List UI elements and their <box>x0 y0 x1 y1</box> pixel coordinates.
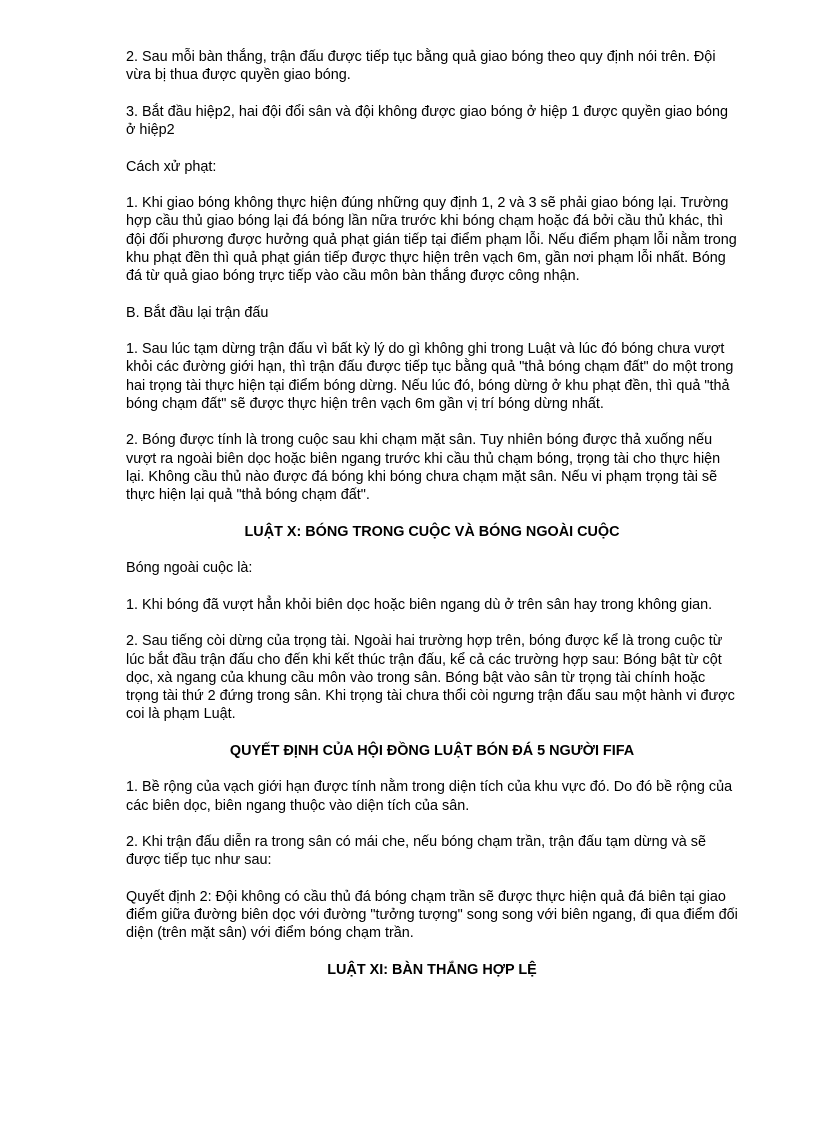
document-page <box>126 48 738 998</box>
paragraph-dropped-ball: 1. Sau lúc tạm dừng trận đấu vì bất kỳ lý do gì không ghi trong Luật và lúc đó bóng chưa vượt khỏi các đường giới hạn, thì trận đấu được tiếp tục bằng quả "thả bóng chạm đất" do một trong hai trọng tài thực hiện tại điểm bóng dừng. Nếu lúc đó, bóng dừng ở khu phạt đền, thì quả "thả bóng chạm đất" sẽ được thực hiện trên vạch 6m gần vị trí bóng dừng nhất. <box>126 341 734 412</box>
paragraph-restart-heading: B. Bắt đầu lại trận đấu <box>126 304 269 321</box>
paragraph-penalty-label: Cách xử phạt: <box>126 158 217 175</box>
paragraph-line-width: 1. Bề rộng của vạch giới hạn được tính nằm trong diện tích của khu vực đó. Do đó bề rộng của các biên dọc, biên ngang thuộc vào diện tích của sân. <box>126 779 733 814</box>
paragraph-ceiling-rule: 2. Khi trận đấu diễn ra trong sân có mái che, nếu bóng chạm trần, trận đấu tạm dừng và sẽ được tiếp tục như sau: <box>126 834 707 869</box>
paragraph-kickoff-penalty: 1. Khi giao bóng không thực hiện đúng những quy định 1, 2 và 3 sẽ phải giao bóng lại. Trường hợp cầu thủ giao bóng lại đá bóng lần nữa trước khi bóng chạm hoặc đá bởi cầu thủ khác, thì đội đối phương được hưởng quả phạt gián tiếp tại điểm phạm lỗi. Nếu điểm phạm lỗi nằm trong khu phạt đền thì quả phạt gián tiếp được thực hiện trên vạch 6m, gần nơi phạm lỗi nhất. Bóng đá từ quả giao bóng trực tiếp vào cầu môn bàn thắng được công nhận. <box>126 195 737 284</box>
paragraph-ball-in-play-after-drop: 2. Bóng được tính là trong cuộc sau khi chạm mặt sân. Tuy nhiên bóng được thả xuống nếu vượt ra ngoài biên dọc hoặc biên ngang trước khi cầu thủ chạm bóng, trọng tài cho thực hiện lại. Không cầu thủ nào được đá bóng khi bóng chưa chạm mặt sân. Nếu vi phạm trọng tài sẽ thực hiện lại quả "thả bóng chạm đất". <box>126 432 721 503</box>
section-heading-fifa-decision: QUYẾT ĐỊNH CỦA HỘI ĐỒNG LUẬT BÓN ĐÁ 5 NGƯỜI FIFA <box>229 742 635 759</box>
paragraph-kickoff-after-goal: 2. Sau mỗi bàn thắng, trận đấu được tiếp tục bằng quả giao bóng theo quy định nói trên. Đội vừa bị thua được quyền giao bóng. <box>126 49 716 84</box>
paragraph-ball-out-rule-1: 1. Khi bóng đã vượt hẳn khỏi biên dọc hoặc biên ngang dù ở trên sân hay trong không gian. <box>126 596 713 613</box>
paragraph-ball-out-rule-2: 2. Sau tiếng còi dừng của trọng tài. Ngoài hai trường hợp trên, bóng được kể là trong cuộc từ lúc bắt đầu trận đấu cho đến khi kết thúc trận đấu, kể cả các trường hợp sau: Bóng bật từ cột dọc, xà ngang của khung cầu môn vào trong sân. Bóng bật vào sân từ trọng tài chính hoặc trọng tài thứ 2 đứng trong sân. Khi trọng tài chưa thổi còi ngưng trận đấu sau một hành vi được coi là phạm Luật. <box>126 633 735 723</box>
paragraph-second-half-kickoff: 3. Bắt đầu hiệp2, hai đội đổi sân và đội không được giao bóng ở hiệp 1 được quyền giao bóng ở hiệp2 <box>126 103 729 138</box>
paragraph-ball-out-label: Bóng ngoài cuộc là: <box>126 560 253 577</box>
section-heading-law-xi: LUẬT XI: BÀN THẮNG HỢP LỆ <box>327 961 537 978</box>
section-heading-law-x: LUẬT X: BÓNG TRONG CUỘC VÀ BÓNG NGOÀI CUỘC <box>244 523 620 540</box>
paragraph-decision-2: Quyết định 2: Đội không có cầu thủ đá bóng chạm trần sẽ được thực hiện quả đá biên tại giao điểm giữa đường biên dọc với đường "tưởng tượng" song song với biên ngang, đi qua điểm đối diện (trên mặt sân) với điểm bóng chạm trần. <box>126 888 738 942</box>
